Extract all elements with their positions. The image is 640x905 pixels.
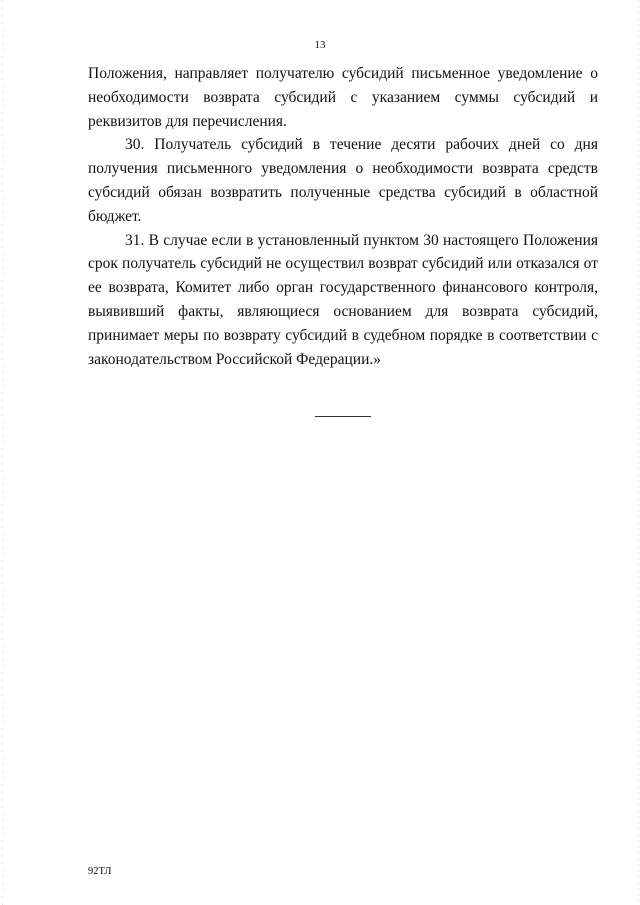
paragraph-item-30: 30. Получатель субсидий в течение десяти рабочих дней со дня получения письменного уведомления о необходимости возврата средств субсидий обязан возвратить полученные средства субсидий в областной бюджет. [88, 136, 598, 225]
document-body [88, 62, 598, 371]
paragraph-continuation: Положения, направляет получателю субсидий письменное уведомление о необходимости возврата субсидий с указанием суммы субсидий и реквизитов для перечисления. [88, 65, 598, 130]
document-code: 92ТЛ [88, 866, 112, 877]
paragraph-item-31: 31. В случае если в установленный пунктом 30 настоящего Положения срок получатель субсидий не осуществил возврат субсидий или отказался от ее возврата, Комитет либо орган государственного финансового контроля, выявивший факты, являющиеся основанием для возврата субсидий, принимает меры по возврату субсидий в судебном порядке в соответствии с законодательством Российской Федерации.» [88, 231, 598, 368]
page-number: 13 [314, 39, 326, 51]
scan-edge-left [2, 0, 3, 905]
scan-edge-right [638, 0, 639, 905]
end-separator-line [315, 416, 371, 417]
